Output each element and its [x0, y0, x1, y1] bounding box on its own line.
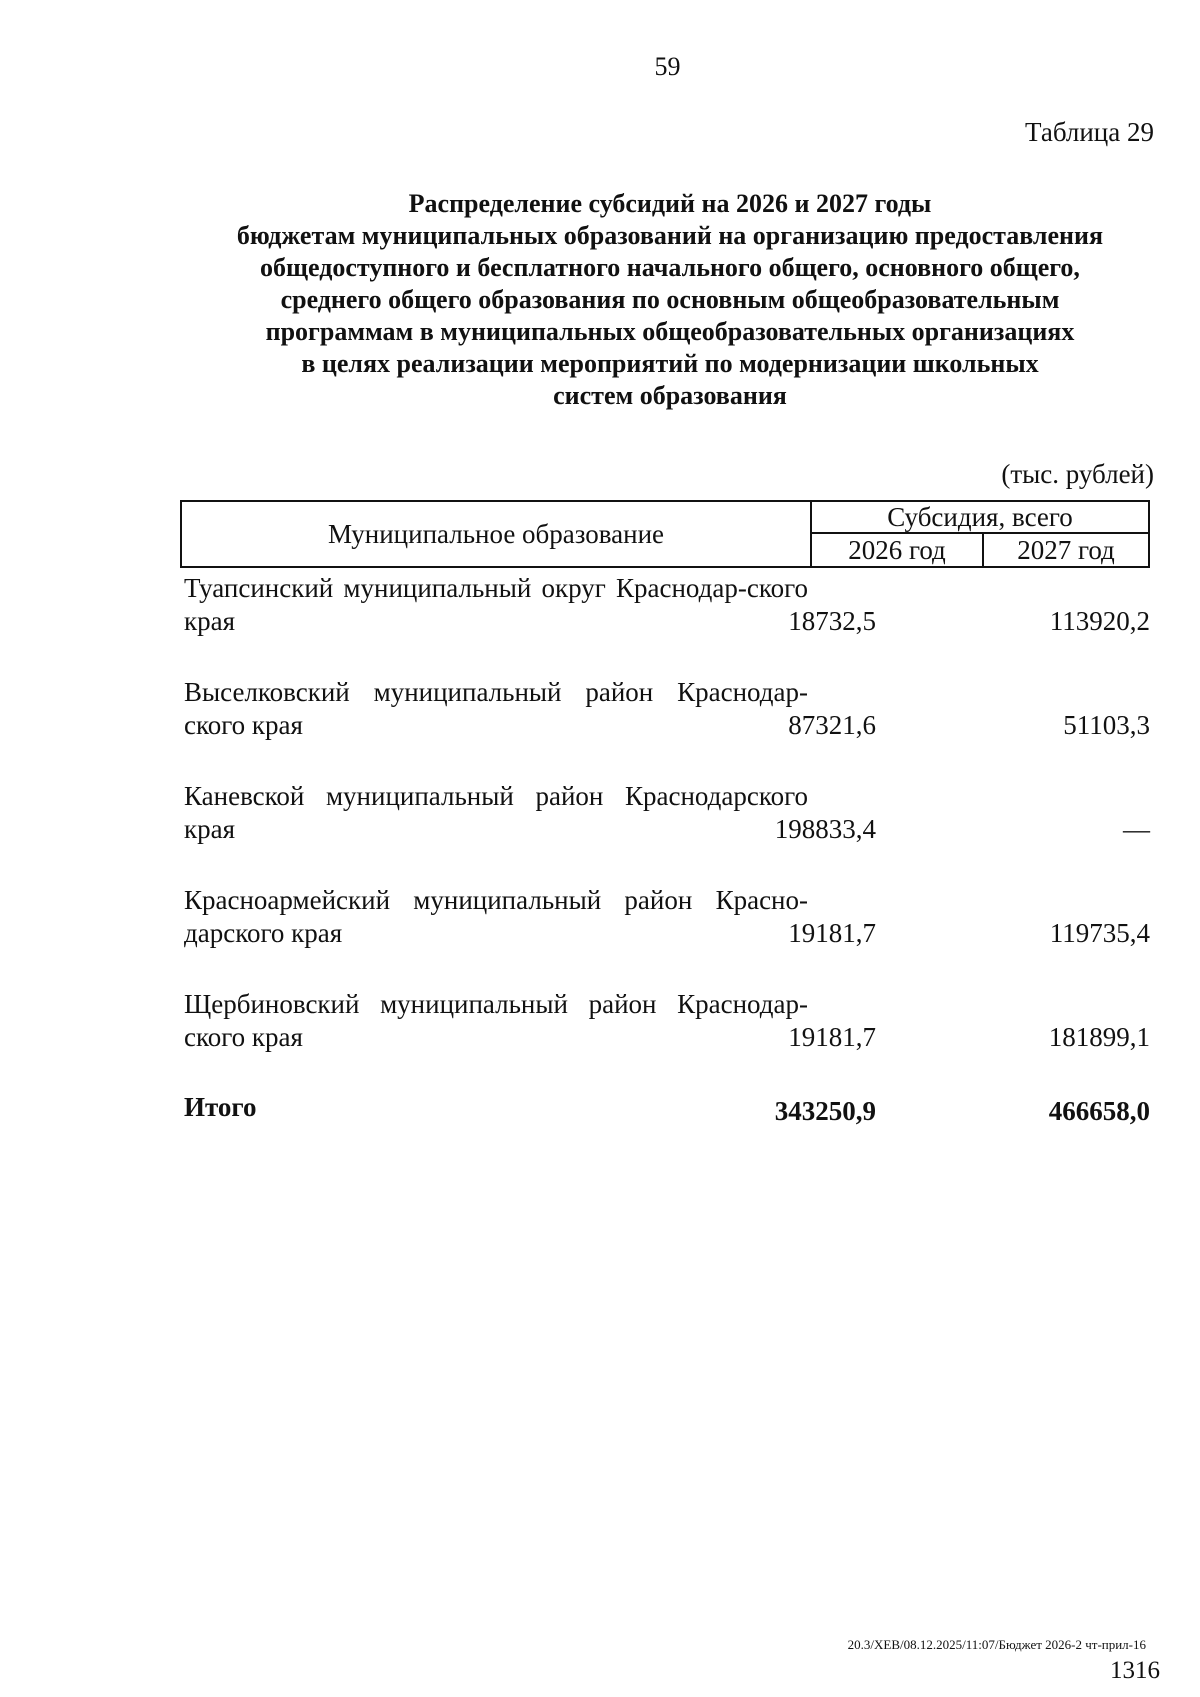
row-value-2026: 18732,5: [788, 606, 876, 636]
header-year-2026: 2026 год: [812, 534, 984, 566]
row-municipality: Каневской муниципальный район Краснодарского края: [184, 781, 808, 844]
footer-document-code: 20.3/ХЕВ/08.12.2025/11:07/Бюджет 2026-2 чт-прил-16: [847, 1637, 1146, 1652]
table-header: [180, 500, 1150, 568]
table-body: [180, 572, 1150, 1092]
units-note: (тыс. рублей): [1001, 459, 1154, 489]
page-number: 59: [654, 52, 681, 81]
footer-page-number: 1316: [1110, 1657, 1160, 1684]
title-line: систем образования: [553, 381, 787, 410]
title-line: в целях реализации мероприятий по модернизации школьных: [301, 349, 1039, 378]
header-year-2027: 2027 год: [1017, 535, 1115, 565]
total-value-2027: 466658,0: [1048, 1096, 1150, 1126]
table-row: [180, 676, 1150, 780]
row-value-2027: —: [1123, 814, 1150, 844]
row-municipality: Щербиновский муниципальный район Краснодар-ского края: [184, 989, 808, 1052]
row-municipality: Туапсинский муниципальный округ Краснодар-ского края: [184, 573, 808, 636]
table-label: Таблица 29: [1025, 117, 1154, 147]
row-municipality: Красноармейский муниципальный район Красно-дарского края: [184, 885, 808, 948]
title-line: общедоступного и бесплатного начального общего, основного общего,: [260, 253, 1080, 282]
title-line: среднего общего образования по основным общеобразовательным: [280, 285, 1060, 314]
row-value-2026: 87321,6: [788, 710, 876, 740]
table-row: [180, 572, 1150, 676]
table-row: [180, 780, 1150, 884]
total-row: [180, 1092, 1150, 1132]
table-row: [180, 988, 1150, 1092]
row-value-2027: 119735,4: [1049, 918, 1150, 948]
total-label: Итого: [184, 1092, 257, 1122]
document-title: [170, 188, 1170, 412]
row-municipality: Выселковский муниципальный район Краснодар-ского края: [184, 677, 808, 740]
title-line: Распределение субсидий на 2026 и 2027 годы: [408, 189, 932, 218]
total-value-2026: 343250,9: [774, 1096, 876, 1126]
header-subsidy-total: Субсидия, всего: [812, 502, 1148, 534]
title-line: программам в муниципальных общеобразовательных организациях: [265, 317, 1075, 346]
row-value-2027: 181899,1: [1048, 1022, 1150, 1052]
row-value-2027: 51103,3: [1063, 710, 1150, 740]
title-line: бюджетам муниципальных образований на организацию предоставления: [236, 221, 1104, 250]
row-value-2026: 19181,7: [788, 1022, 876, 1052]
row-value-2026: 198833,4: [774, 814, 876, 844]
row-value-2026: 19181,7: [788, 918, 876, 948]
header-municipality: Муниципальное образование: [182, 502, 812, 566]
table-row: [180, 884, 1150, 988]
row-value-2027: 113920,2: [1049, 606, 1150, 636]
